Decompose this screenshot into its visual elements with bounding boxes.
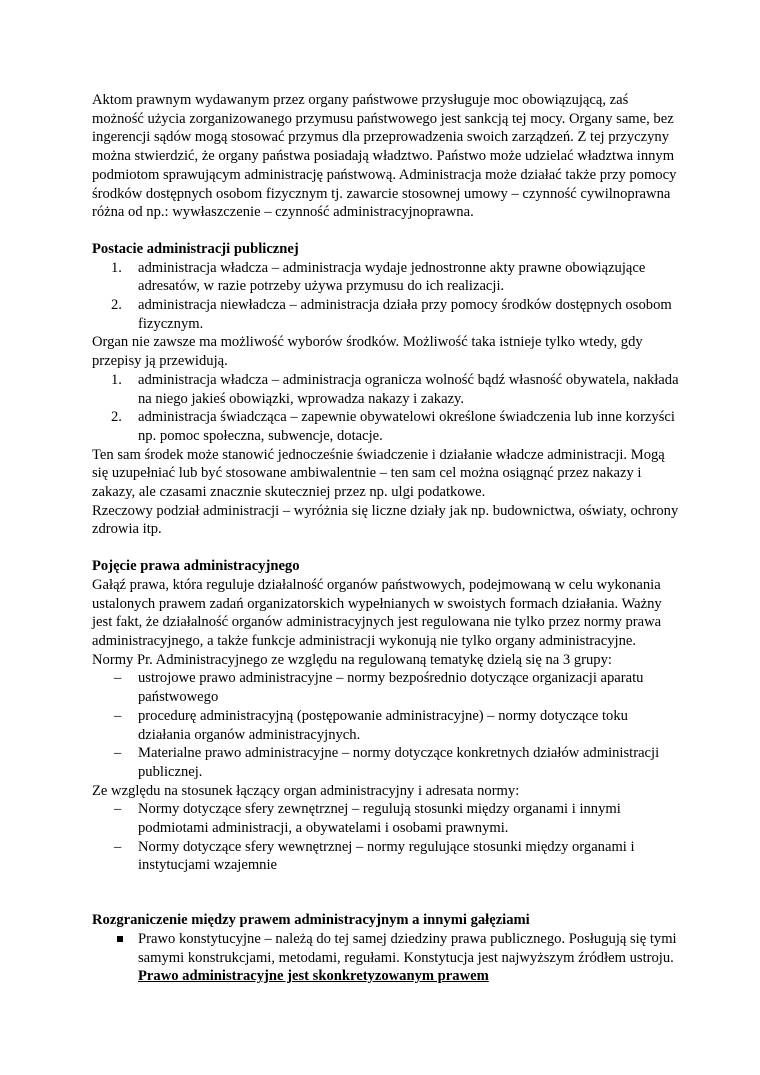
list-item: – Materialne prawo administracyjne – normy dotyczące konkretnych działów administracji publicznej. xyxy=(114,745,660,780)
paragraph: Ten sam środek może stanowić jednocześnie świadczenie i działanie władcze administracji. Mogą się uzupełniać lub być stosowane ambiwalentnie – ten sam cel można osiągnąć przez nakazy i zakazy, ale czasami znacznie skuteczniej przez np. ulgi podatkowe. xyxy=(92,446,665,501)
list-item: – Normy dotyczące sfery zewnętrznej – regulują stosunki między organami i innymi podmiotami administracji, a obywatelami i osobami prawnymi. xyxy=(114,801,621,837)
spacer xyxy=(92,875,682,911)
intro-paragraph: Aktom prawnym wydawanym przez organy państwowe przysługuje moc obowiązującą, zaś możność użycia zorganizowanego przymusu państwowego jest sankcją tej mocy. Organy same, bez ingerencji sądów mogą stosować przymus dla przeprowadzenia swoich zarządzeń. Z tej przyczyny można stwierdzić, że organy państwa posiadają władztwo. Państwo może udzielać władztwa innym podmiotom sprawującym administrację państwową. Administracja może działać także przy pomocy środków dostępnych osobom fizycznym tj. zawarcie stosownej umowy – czynność cywilnoprawna różna od np.: wywłaszczenie – czynność administracyjnoprawna. xyxy=(92,92,677,221)
spacer xyxy=(92,539,682,557)
document-page xyxy=(92,91,682,986)
square-bullet-list xyxy=(92,930,682,986)
paragraph: Rzeczowy podział administracji – wyróżnia się liczne działy jak np. budownictwa, oświaty, ochrony zdrowia itp. xyxy=(92,502,679,538)
list-item: – Normy dotyczące sfery wewnętrznej – normy regulujące stosunki między organami i instytucjami wzajemnie xyxy=(114,838,635,874)
paragraph: Organ nie zawsze ma możliwość wyborów środków. Możliwość taka istnieje tylko wtedy, gdy przepisy ją przewidują. xyxy=(92,334,643,370)
square-bullet-icon xyxy=(117,936,123,942)
paragraph: Normy Pr. Administracyjnego ze względu na regulowaną tematykę dzielą się na 3 grupy: xyxy=(92,651,612,668)
list-item: – ustrojowe prawo administracyjne – normy bezpośrednio dotyczące organizacji aparatu państwowego xyxy=(114,670,644,706)
paragraph: Ze względu na stosunek łączący organ administracyjny i adresata normy: xyxy=(92,782,520,799)
list-item: 1. administracja władcza – administracja ogranicza wolność bądź własność obywatela, nakłada na niego jakieś obowiązki, wprowadza nakazy i zakazy. xyxy=(111,371,679,407)
spacer xyxy=(92,222,682,240)
section-heading: Pojęcie prawa administracyjnego xyxy=(92,558,300,575)
list-item: – procedurę administracyjną (postępowanie administracyjne) – normy dotyczące toku działania organów administracyjnych. xyxy=(114,707,628,743)
paragraph: Gałąź prawa, która reguluje działalność organów państwowych, podejmowaną w celu wykonania ustalonych prawem zadań organizatorskich wypełnianych w swoistych formach działania. Ważny jest fakt, że działalność organów administracyjnych jest regulowana nie tylko przez normy prawa administracyjnego, a także funkcje administracji wykonują nie tylko organy administracyjne. xyxy=(92,576,662,649)
list-item: 2. administracja świadcząca – zapewnie obywatelowi określone świadczenia lub inne korzyści np. pomoc społeczna, subwencje, dotacje. xyxy=(111,409,675,444)
section-heading: Rozgraniczenie między prawem administracyjnym a innymi gałęziami xyxy=(92,912,530,929)
numbered-list xyxy=(92,259,682,334)
list-item: Prawo konstytucyjne – należą do tej samej dziedziny prawa publicznego. Posługują się tymi samymi konstrukcjami, metodami, regułami. Konstytucja jest najwyższym źródłem ustroju. Prawo administracyjne jest skonkretyzowanym prawem xyxy=(92,930,682,986)
list-item: 1. administracja władcza – administracja wydaje jednostronne akty prawne obowiązujące adresatów, w razie potrzeby używa przymusu do ich realizacji. xyxy=(111,259,646,295)
emphasized-text: Prawo administracyjne jest skonkretyzowanym prawem xyxy=(138,968,489,985)
dash-list xyxy=(92,800,682,875)
numbered-list xyxy=(92,371,682,446)
list-item: 2. administracja niewładcza – administracja działa przy pomocy środków dostępnych osobom fizycznym. xyxy=(111,297,672,332)
dash-list xyxy=(92,669,682,781)
section-heading: Postacie administracji publicznej xyxy=(92,240,299,257)
